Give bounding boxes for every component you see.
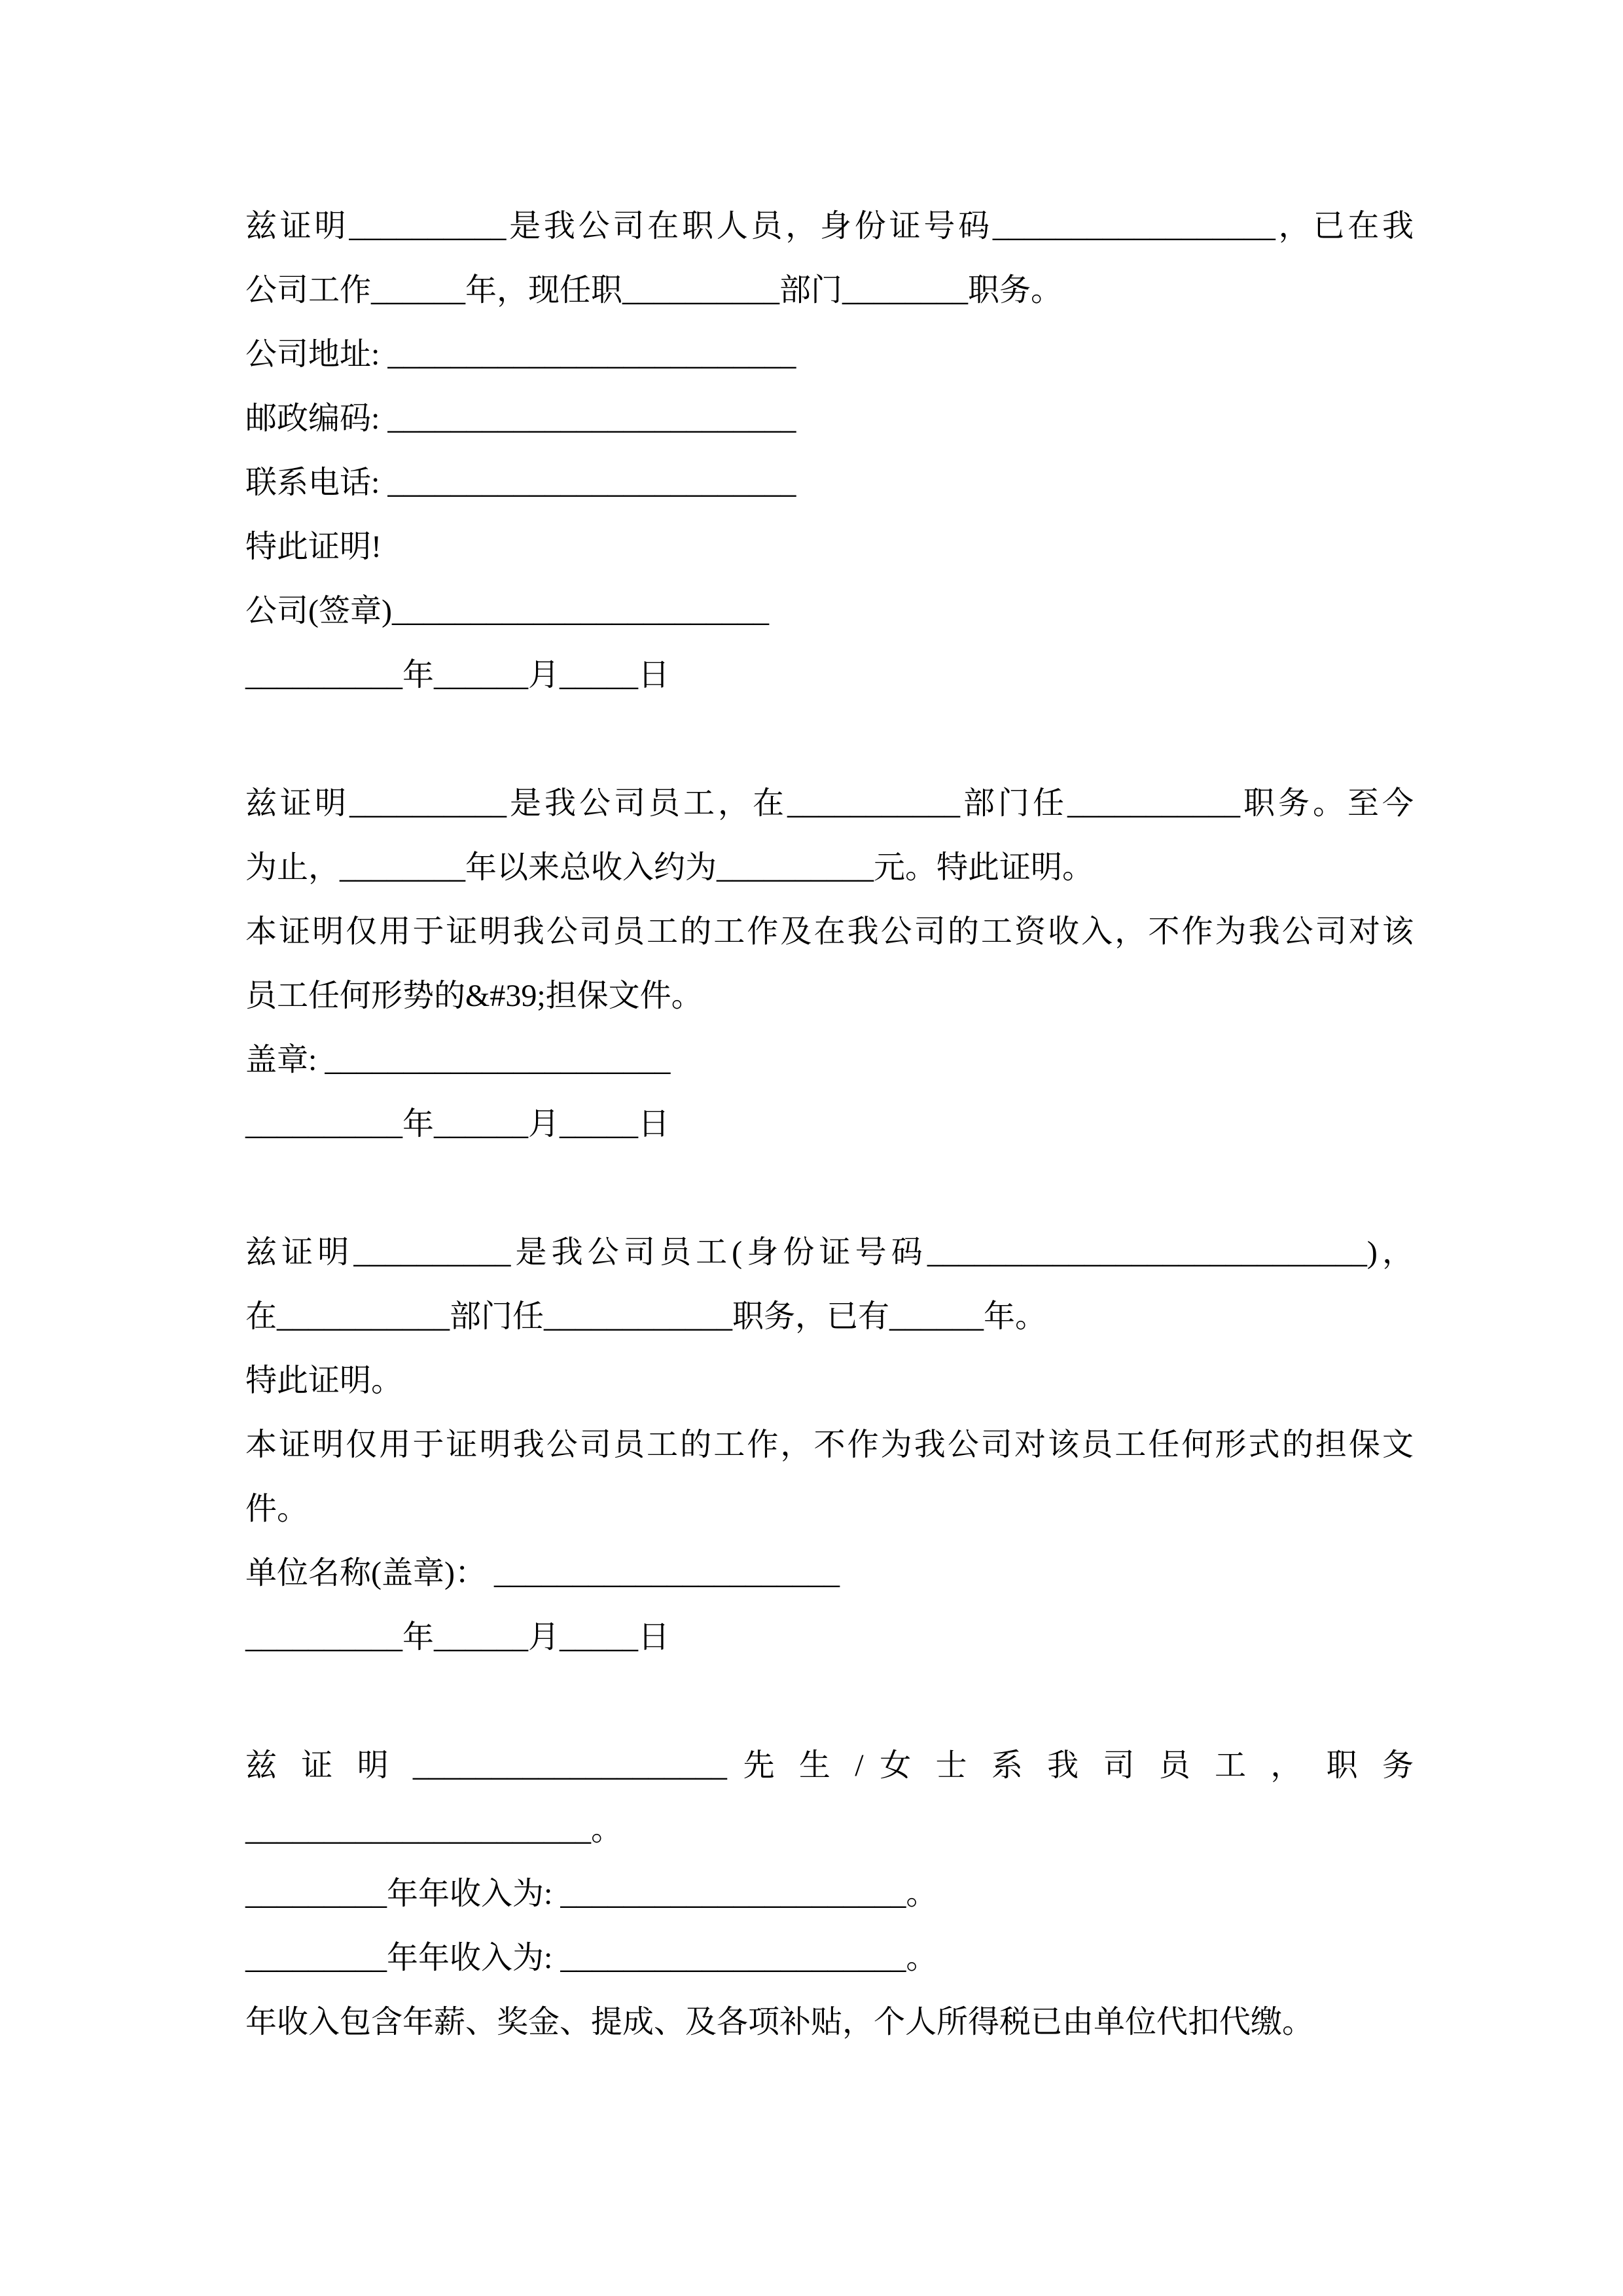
- cert3-disclaimer-line2: 件。: [245, 1492, 309, 1526]
- cert1-intro-line2: 公司工作______年，现任职__________部门________职务。: [245, 273, 1063, 308]
- contact-phone-line: 联系电话: __________________________: [245, 465, 796, 500]
- cert4-income-line1: _________年年收入为: ______________________。: [245, 1876, 938, 1911]
- company-address-line: 公司地址: __________________________: [245, 337, 796, 372]
- cert1-date-line: __________年______月_____日: [245, 658, 670, 692]
- cert2-disclaimer-line1: 本证明仅用于证明我公司员工的工作及在我公司的工资收入，不作为我公司对该: [245, 914, 1414, 949]
- cert3-unit-seal-line: 单位名称(盖章)： ______________________: [245, 1556, 840, 1590]
- postal-code-line: 邮政编码: __________________________: [245, 401, 796, 436]
- document-body: [245, 194, 1414, 2054]
- cert1-intro-line1: 兹证明__________是我公司在职人员，身份证号码__________________，已在我: [245, 209, 1414, 243]
- cert3-disclaimer-line1: 本证明仅用于证明我公司员工的工作，不作为我公司对该员工任何形式的担保文: [245, 1427, 1414, 1462]
- cert3-intro-line1: 兹证明__________是我公司员工(身份证号码____________________________)，: [245, 1235, 1414, 1270]
- cert2-date-line: __________年______月_____日: [245, 1107, 670, 1141]
- cert4-intro-line2: ______________________。: [245, 1812, 623, 1847]
- cert4-note-line: 年收入包含年薪、奖金、提成、及各项补贴，个人所得税已由单位代扣代缴。: [245, 2005, 1314, 2039]
- cert2-intro-line2: 为止，________年以来总收入约为__________元。特此证明。: [245, 850, 1094, 885]
- cert4-intro-line1: 兹 证 明 ____________________ 先 生 / 女 士 系 我 司 员 工 ， 职 务: [245, 1748, 1414, 1783]
- cert2-intro-line1: 兹证明__________是我公司员工，在___________部门任___________职务。至今: [245, 786, 1414, 821]
- cert2-disclaimer-line2: 员工任何形势的&#39;担保文件。: [245, 978, 703, 1013]
- cert2-seal-line: 盖章: ______________________: [245, 1043, 671, 1077]
- cert3-intro-line2: 在___________部门任____________职务，已有______年。: [245, 1299, 1047, 1334]
- cert4-income-line2: _________年年收入为: ______________________。: [245, 1941, 938, 1975]
- cert3-date-line: __________年______月_____日: [245, 1620, 670, 1655]
- cert1-closing-line: 特此证明!: [245, 529, 382, 564]
- cert1-company-seal-line: 公司(签章)________________________: [245, 594, 769, 628]
- cert3-closing-line: 特此证明。: [245, 1363, 403, 1398]
